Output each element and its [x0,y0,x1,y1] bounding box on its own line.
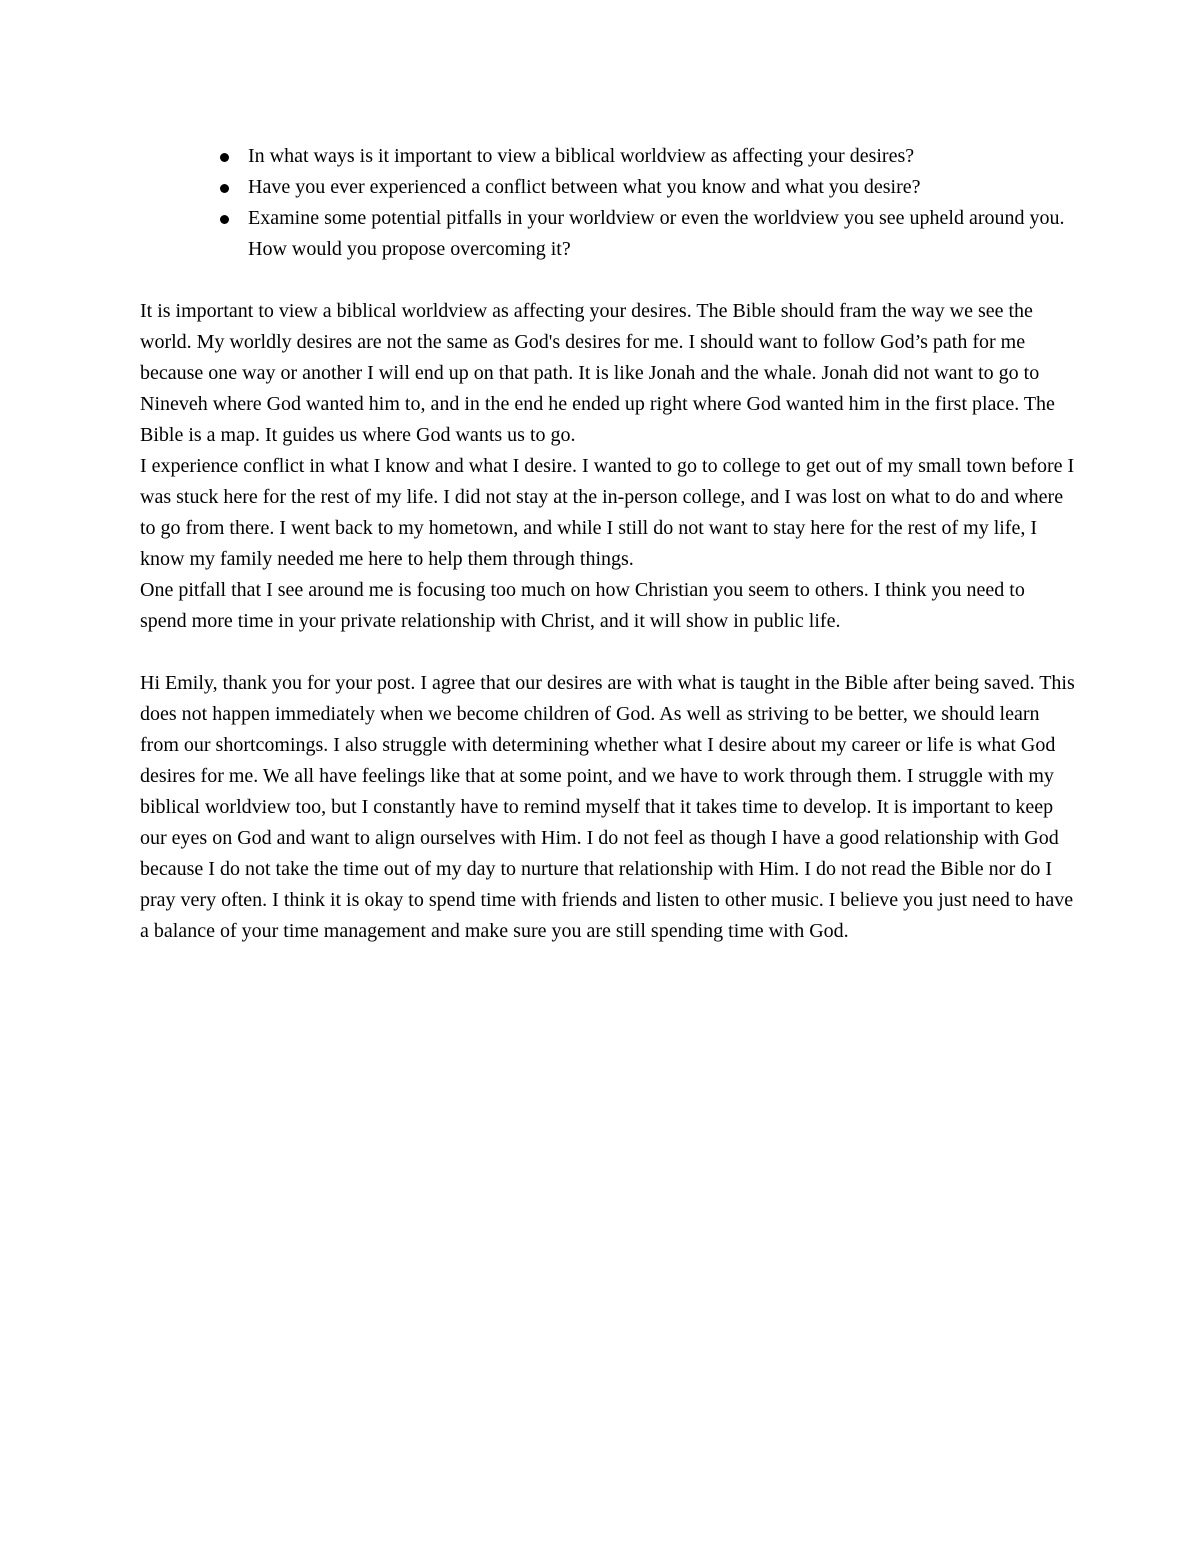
question-item [140,172,1080,203]
paragraph-gap [140,637,1075,668]
question-item [140,141,1080,172]
answer-paragraph-pitfall: One pitfall that I see around me is focusing too much on how Christian you seem to others. I think you need to spend more time in your private relationship with Christ, and it will show in public life. [140,579,1025,632]
body-text [140,296,1075,947]
bullet-icon [220,215,229,224]
bullet-icon [220,184,229,193]
question-text: Examine some potential pitfalls in your worldview or even the worldview you see upheld around you. How would you propose overcoming it? [248,207,1065,260]
reply-paragraph: Hi Emily, thank you for your post. I agree that our desires are with what is taught in the Bible after being saved. This does not happen immediately when we become children of God. As well as striving to be better, we should learn from our shortcomings. I also struggle with determining whether what I desire about my career or life is what God desires for me. We all have feelings like that at some point, and we have to work through them. I struggle with my biblical worldview too, but I constantly have to remind myself that it takes time to develop. It is important to keep our eyes on God and want to align ourselves with Him. I do not feel as though I have a good relationship with God because I do not take the time out of my day to nurture that relationship with Him. I do not read the Bible nor do I pray very often. I think it is okay to spend time with friends and listen to other music. I believe you just need to have a balance of your time management and make sure you are still spending time with God. [140,672,1075,942]
bullet-icon [220,153,229,162]
answer-paragraph-worldview: It is important to view a biblical worldview as affecting your desires. The Bible should fram the way we see the world. My worldly desires are not the same as God's desires for me. I should want to follow God’s path for me because one way or another I will end up on that path. It is like Jonah and the whale. Jonah did not want to go to Nineveh where God wanted him to, and in the end he ended up right where God wanted him in the first place. The Bible is a map. It guides us where God wants us to go. [140,300,1055,446]
question-text: In what ways is it important to view a biblical worldview as affecting your desires? [248,145,915,167]
question-text: Have you ever experienced a conflict between what you know and what you desire? [248,176,921,198]
question-list [140,141,1080,265]
answer-paragraph-conflict: I experience conflict in what I know and what I desire. I wanted to go to college to get out of my small town before I was stuck here for the rest of my life. I did not stay at the in-person college, and I was lost on what to do and where to go from there. I went back to my hometown, and while I still do not want to stay here for the rest of my life, I know my family needed me here to help them through things. [140,455,1075,570]
question-item [140,203,1080,265]
